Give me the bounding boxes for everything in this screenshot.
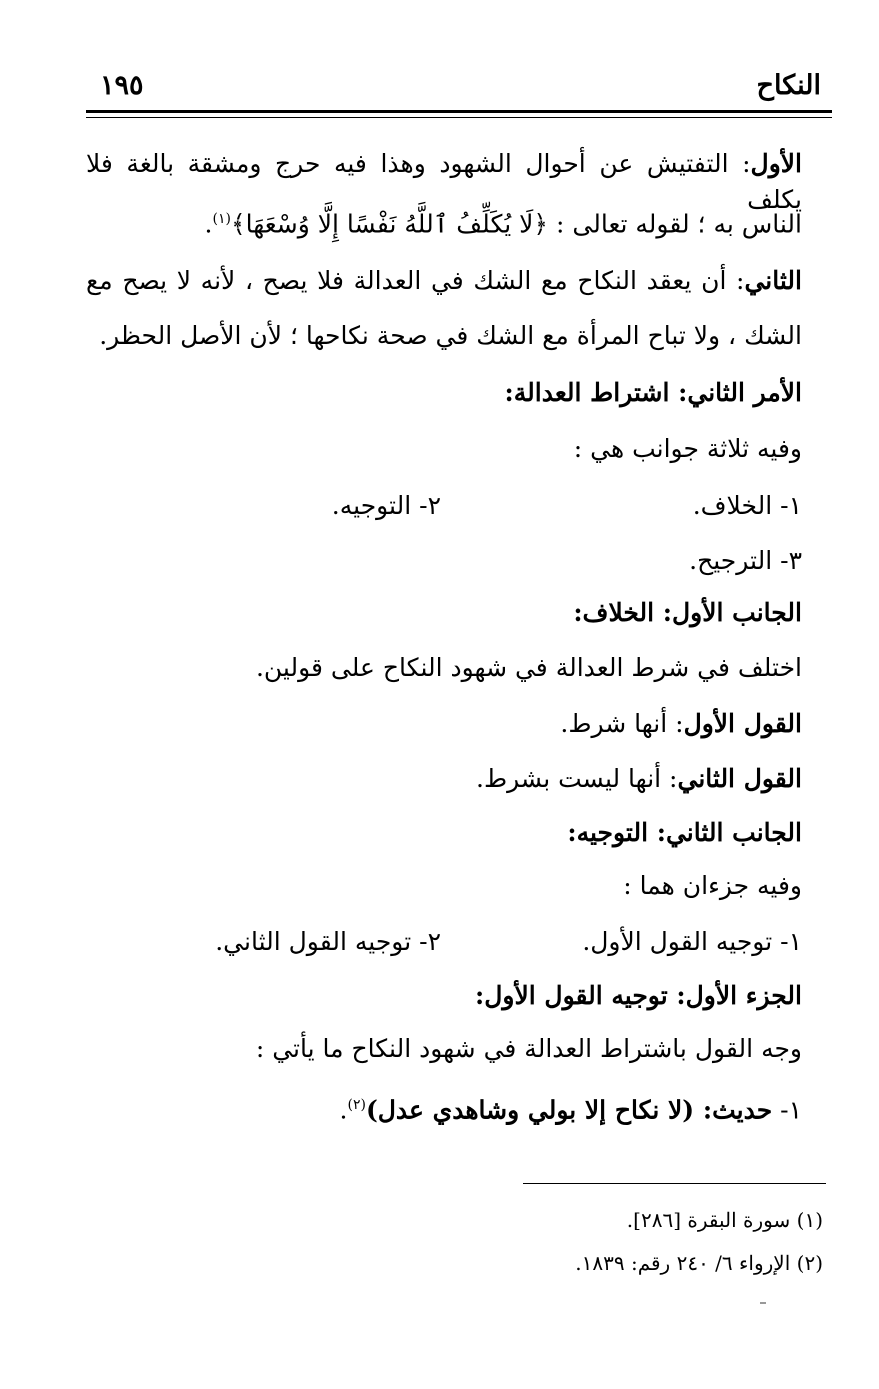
header-rule-thin bbox=[86, 117, 832, 118]
list-item: ٢- توجيه القول الثاني. bbox=[215, 927, 441, 956]
footnote-rule bbox=[523, 1183, 826, 1184]
footnote-ref: (٢) bbox=[347, 1097, 366, 1113]
section-heading: الجانب الثاني: التوجيه: bbox=[567, 818, 802, 847]
list-number: ١- bbox=[772, 1095, 802, 1125]
list-item: ٢- التوجيه. bbox=[331, 491, 441, 520]
text-run: : أنها ليست بشرط. bbox=[476, 764, 678, 793]
hadith-text: حديث: (لا نكاح إلا بولي وشاهدي عدل) bbox=[365, 1095, 773, 1125]
paragraph-line bbox=[99, 318, 802, 354]
paragraph-line: وجه القول باشتراط العدالة في شهود النكاح ما يأتي : bbox=[255, 1034, 802, 1063]
section-heading: الجزء الأول: توجيه القول الأول: bbox=[475, 981, 802, 1010]
paragraph-line bbox=[560, 706, 802, 742]
footnote: (١) سورة البقرة [٢٨٦]. bbox=[626, 1208, 823, 1232]
paragraph-line bbox=[476, 761, 802, 797]
footnote-ref: (١) bbox=[212, 211, 231, 227]
paragraph-line bbox=[86, 146, 802, 214]
text-run: الناس به ؛ لقوله تعالى : ﴿لَا يُكَلِّفُ ٱللَّهُ نَفْسًا إِلَّا وُسْعَهَا﴾ bbox=[230, 209, 802, 239]
text-run: : أنها شرط. bbox=[560, 709, 684, 738]
scan-mark bbox=[760, 1302, 766, 1304]
list-item bbox=[340, 1087, 802, 1128]
text-run: . bbox=[339, 1095, 348, 1125]
section-heading: الجانب الأول: الخلاف: bbox=[573, 598, 802, 627]
text-run: : التفتيش عن أحوال الشهود وهذا فيه حرج ومشقة بالغة فلا يكلف bbox=[86, 149, 802, 214]
list-item: ١- توجيه القول الأول. bbox=[582, 927, 802, 956]
list-item: ١- الخلاف. bbox=[692, 491, 802, 520]
section-heading: الأمر الثاني: اشتراط العدالة: bbox=[504, 378, 802, 407]
text-run: . bbox=[204, 209, 213, 239]
page-number: ١٩٥ bbox=[100, 70, 144, 101]
term-label: الأول bbox=[750, 149, 802, 178]
term-label: القول الثاني bbox=[677, 764, 802, 793]
paragraph-line bbox=[86, 263, 802, 299]
term-label: القول الأول bbox=[683, 709, 802, 738]
paragraph-line: اختلف في شرط العدالة في شهود النكاح على قولين. bbox=[255, 653, 802, 682]
page-header-title: النكاح bbox=[756, 70, 821, 101]
paragraph-line: وفيه جزءان هما : bbox=[623, 871, 802, 900]
paragraph-line bbox=[205, 201, 802, 242]
list-item: ٣- الترجيح. bbox=[689, 546, 802, 575]
text-run: : أن يعقد النكاح مع الشك في العدالة فلا يصح ، لأنه لا يصح مع bbox=[86, 266, 745, 295]
header-rule-thick bbox=[86, 110, 832, 113]
text-run: الشك ، ولا تباح المرأة مع الشك في صحة نكاحها ؛ لأن الأصل الحظر. bbox=[99, 321, 802, 350]
paragraph-line: وفيه ثلاثة جوانب هي : bbox=[573, 434, 802, 463]
term-label: الثاني bbox=[744, 266, 802, 295]
footnote: (٢) الإرواء ٦/ ٢٤٠ رقم: ١٨٣٩. bbox=[575, 1251, 823, 1275]
